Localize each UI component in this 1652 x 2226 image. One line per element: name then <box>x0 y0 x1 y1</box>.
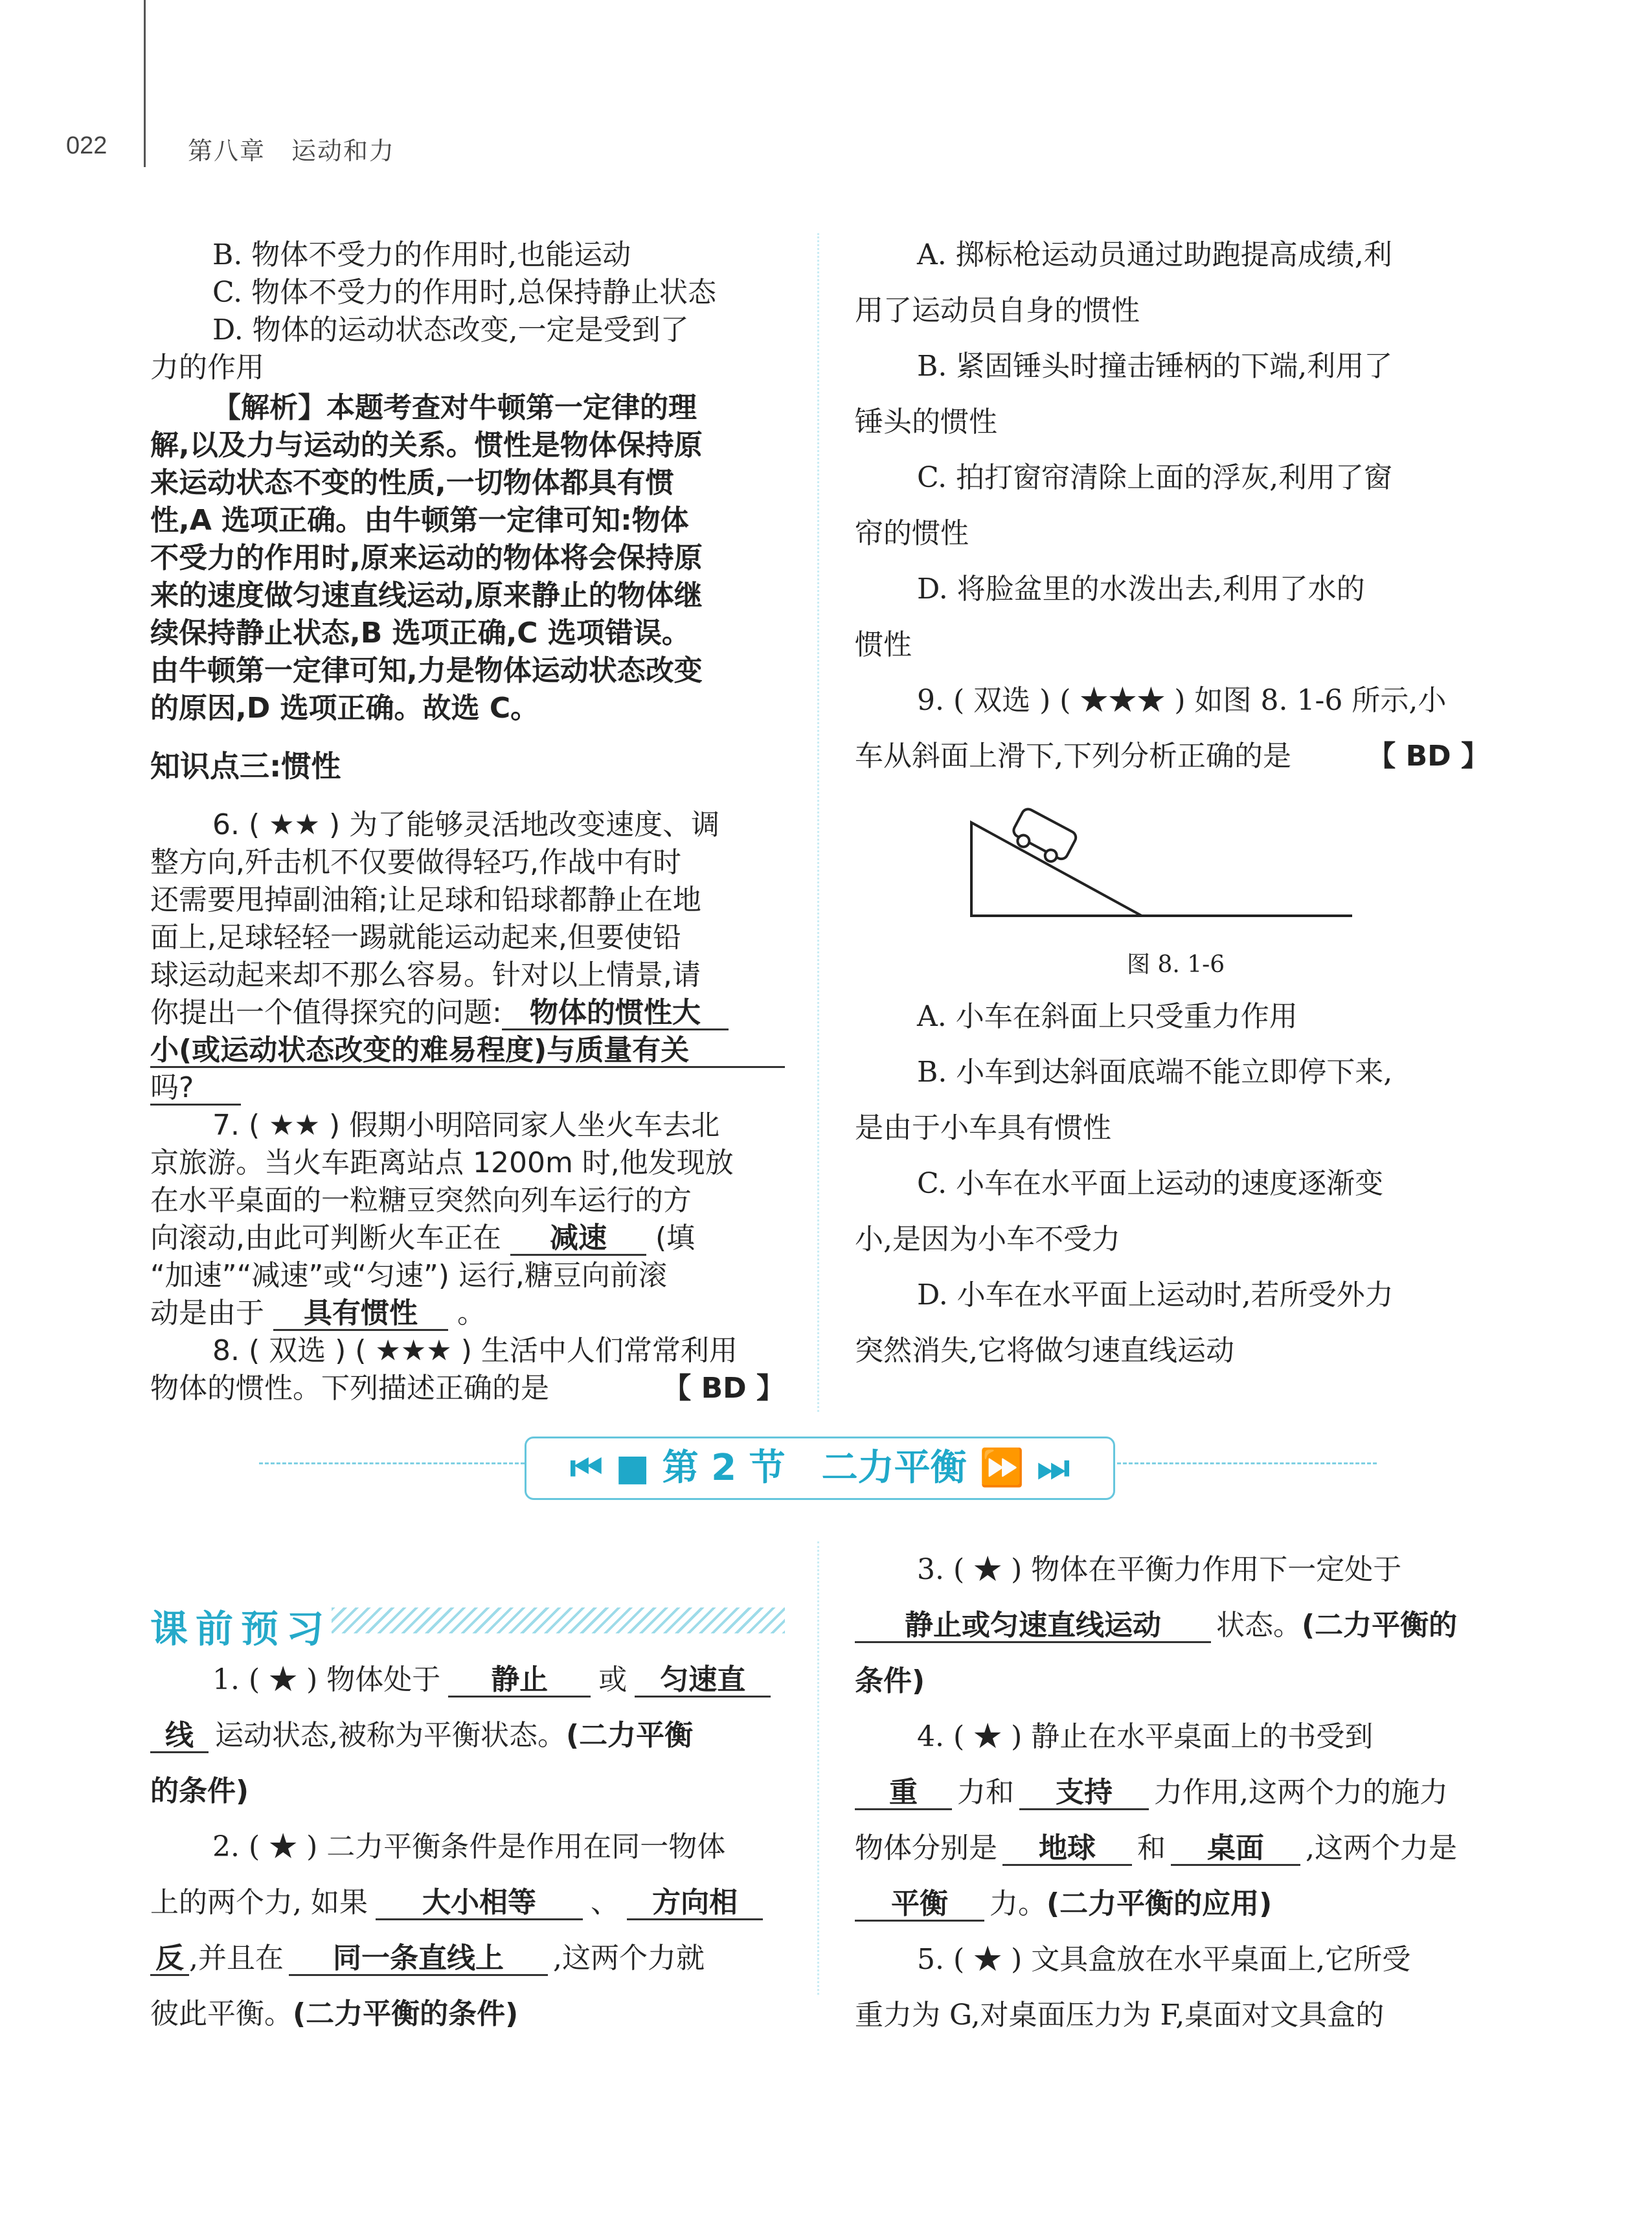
answer-blank[interactable]: 地球 <box>1002 1834 1132 1866</box>
answer-blank[interactable]: 静止 <box>448 1666 591 1698</box>
analysis-line: 来的速度做匀速直线运动,原来静止的物体继 <box>150 579 703 612</box>
skip-forward-icon: ⏭ <box>1037 1447 1070 1489</box>
question-3: 3. ( ★ ) 物体在平衡力作用下一定处于 <box>917 1553 1402 1586</box>
question-7-line: “加速”“减速”或“匀速”) 运行,糖豆向前滚 <box>150 1259 667 1292</box>
analysis-line: 不受力的作用时,原来运动的物体将会保持原 <box>150 541 703 574</box>
answer-blank[interactable]: 同一条直线上 <box>289 1944 548 1976</box>
header-rule <box>144 0 146 167</box>
question-8-answer: 【 BD 】 <box>662 1372 785 1405</box>
option-d-cont: 突然消失,它将做匀速直线运动 <box>855 1334 1234 1367</box>
option-d: D. 将脸盆里的水泼出去,利用了水的 <box>917 573 1365 606</box>
question-4-line: 物体分别是 地球 和 桌面 ,这两个力是 <box>855 1832 1457 1865</box>
question-8: 8. ( 双选 ) ( ★★★ ) 生活中人们常常利用 <box>212 1334 738 1367</box>
question-2-line: 彼此平衡。(二力平衡的条件) <box>150 1997 519 2030</box>
question-6-answer-line <box>150 1036 785 1068</box>
analysis-line: 的原因,D 选项正确。故选 C。 <box>150 692 539 725</box>
preview-heading: 课前预习 <box>150 1607 332 1651</box>
answer-blank[interactable]: 反 <box>150 1944 189 1976</box>
option-d: D. 物体的运动状态改变,一定是受到了 <box>212 313 689 346</box>
question-7-line: 动是由于 具有惯性 。 <box>150 1297 486 1330</box>
option-c: C. 小车在水平面上运动的速度逐渐变 <box>917 1167 1384 1200</box>
incline-figure <box>964 797 1365 926</box>
question-9-answer: 【 BD 】 <box>1367 740 1489 773</box>
answer-blank[interactable]: 小(或运动状态改变的难易程度)与质量有关 <box>150 1036 785 1068</box>
question-8-line: 物体的惯性。下列描述正确的是 <box>150 1372 549 1405</box>
question-2-line: 反 ,并且在 同一条直线上 ,这两个力就 <box>150 1944 705 1976</box>
option-a: A. 小车在斜面上只受重力作用 <box>917 1000 1298 1033</box>
option-d-cont: 力的作用 <box>150 351 264 384</box>
question-9-line: 车从斜面上滑下,下列分析正确的是 <box>855 740 1291 773</box>
option-b: B. 紧固锤头时撞击锤柄的下端,利用了 <box>917 350 1393 383</box>
question-1: 1. ( ★ ) 物体处于 静止 或 匀速直 <box>150 1666 771 1698</box>
question-4-line: 平衡 力。(二力平衡的应用) <box>855 1890 1272 1922</box>
question-9: 9. ( 双选 ) ( ★★★ ) 如图 8. 1-6 所示,小 <box>917 684 1447 717</box>
question-6-prompt: 你提出一个值得探究的问题: <box>150 996 502 1029</box>
square-icon: ■ <box>615 1447 650 1489</box>
question-6-line: 整方向,歼击机不仅要做得轻巧,作战中有时 <box>150 846 681 879</box>
answer-blank[interactable]: 匀速直 <box>635 1666 771 1698</box>
question-6-line: 球运动起来却不那么容易。针对以上情景,请 <box>150 959 701 992</box>
figure-caption: 图 8. 1-6 <box>1127 951 1225 978</box>
question-6: 6. ( ★★ ) 为了能够灵活地改变速度、调 <box>212 808 720 841</box>
analysis-line: 来运动状态不变的性质,一切物体都具有惯 <box>150 466 674 499</box>
answer-blank[interactable]: 方向相 <box>627 1889 763 1920</box>
answer-blank[interactable]: 物体的惯性大 <box>502 999 729 1030</box>
answer-blank[interactable]: 支持 <box>1019 1778 1149 1810</box>
analysis-line: 性,A 选项正确。由牛顿第一定律可知:物体 <box>150 504 689 537</box>
analysis-line: 解,以及力与运动的关系。惯性是物体保持原 <box>150 429 703 462</box>
answer-blank[interactable]: 吗? <box>150 1074 241 1106</box>
question-5-line: 重力为 G,对桌面压力为 F,桌面对文具盒的 <box>855 1999 1385 2032</box>
column-divider <box>817 233 819 1412</box>
question-6-line <box>150 996 729 1030</box>
question-2-line: 上的两个力, 如果 大小相等 、 方向相 <box>150 1889 763 1920</box>
question-6-line: 还需要甩掉副油箱;让足球和铅球都静止在地 <box>150 883 701 916</box>
option-c-cont: 小,是因为小车不受力 <box>855 1223 1120 1256</box>
question-1-tag: 的条件) <box>150 1775 249 1808</box>
option-a: A. 掷标枪运动员通过助跑提高成绩,利 <box>917 238 1392 271</box>
answer-blank[interactable]: 重 <box>855 1778 952 1810</box>
question-3-line: 静止或匀速直线运动 状态。(二力平衡的 <box>855 1611 1457 1643</box>
section-divider-left <box>259 1462 525 1464</box>
question-7: 7. ( ★★ ) 假期小明陪同家人坐火车去北 <box>212 1109 720 1142</box>
answer-blank[interactable]: 大小相等 <box>376 1889 583 1920</box>
question-6-answer-line <box>150 1071 241 1106</box>
question-2: 2. ( ★ ) 二力平衡条件是作用在同一物体 <box>212 1830 726 1863</box>
answer-blank[interactable]: 线 <box>150 1721 209 1753</box>
answer-blank[interactable]: 桌面 <box>1171 1834 1300 1866</box>
question-1-line: 线 运动状态,被称为平衡状态。(二力平衡 <box>150 1721 693 1753</box>
question-3-tag: 条件) <box>855 1664 925 1698</box>
option-b-cont: 锤头的惯性 <box>855 405 997 438</box>
option-d: D. 小车在水平面上运动时,若所受外力 <box>917 1278 1394 1312</box>
cart-icon <box>1008 807 1078 868</box>
option-c: C. 物体不受力的作用时,总保持静止状态 <box>212 276 717 309</box>
answer-blank[interactable]: 具有惯性 <box>273 1299 448 1331</box>
question-7-line: 向滚动,由此可判断火车正在 减速 (填 <box>150 1221 696 1255</box>
option-c: C. 拍打窗帘清除上面的浮灰,利用了窗 <box>917 461 1393 494</box>
analysis-line: 续保持静止状态,B 选项正确,C 选项错误。 <box>150 617 690 650</box>
answer-blank[interactable]: 平衡 <box>855 1890 984 1922</box>
option-a-cont: 用了运动员自身的惯性 <box>855 294 1140 327</box>
heading-hatch <box>332 1607 785 1633</box>
question-5: 5. ( ★ ) 文具盒放在水平桌面上,它所受 <box>917 1943 1411 1976</box>
question-7-line: 在水平桌面的一粒糖豆突然向列车运行的方 <box>150 1184 692 1217</box>
analysis-line: 由牛顿第一定律可知,力是物体运动状态改变 <box>150 654 703 687</box>
chapter-title: 第八章 运动和力 <box>188 137 396 165</box>
question-4: 4. ( ★ ) 静止在水平桌面上的书受到 <box>917 1720 1374 1753</box>
fast-forward-icon: ⏩ <box>979 1447 1024 1489</box>
option-b-cont: 是由于小车具有惯性 <box>855 1111 1111 1144</box>
section-divider-right <box>1111 1462 1377 1464</box>
skip-back-icon: ⏮ <box>570 1447 603 1489</box>
option-b: B. 小车到达斜面底端不能立即停下来, <box>917 1056 1393 1089</box>
page-number: 022 <box>66 132 107 159</box>
question-7-line: 京旅游。当火车距离站点 1200m 时,他发现放 <box>150 1146 734 1179</box>
column-divider <box>817 1541 819 1995</box>
section-title: 第 2 节 二力平衡 <box>662 1447 967 1489</box>
knowledge-point-heading: 知识点三:惯性 <box>150 749 341 784</box>
analysis-line: 【解析】本题考查对牛顿第一定律的理 <box>212 391 697 424</box>
section-banner <box>525 1437 1115 1500</box>
option-d-cont: 惯性 <box>855 628 912 661</box>
answer-blank[interactable]: 减速 <box>510 1224 646 1256</box>
option-b: B. 物体不受力的作用时,也能运动 <box>212 238 631 271</box>
question-6-line: 面上,足球轻轻一踢就能运动起来,但要使铅 <box>150 921 681 954</box>
option-c-cont: 帘的惯性 <box>855 517 969 550</box>
question-4-line: 重 力和 支持 力作用,这两个力的施力 <box>855 1778 1448 1810</box>
answer-blank[interactable]: 静止或匀速直线运动 <box>855 1611 1211 1643</box>
